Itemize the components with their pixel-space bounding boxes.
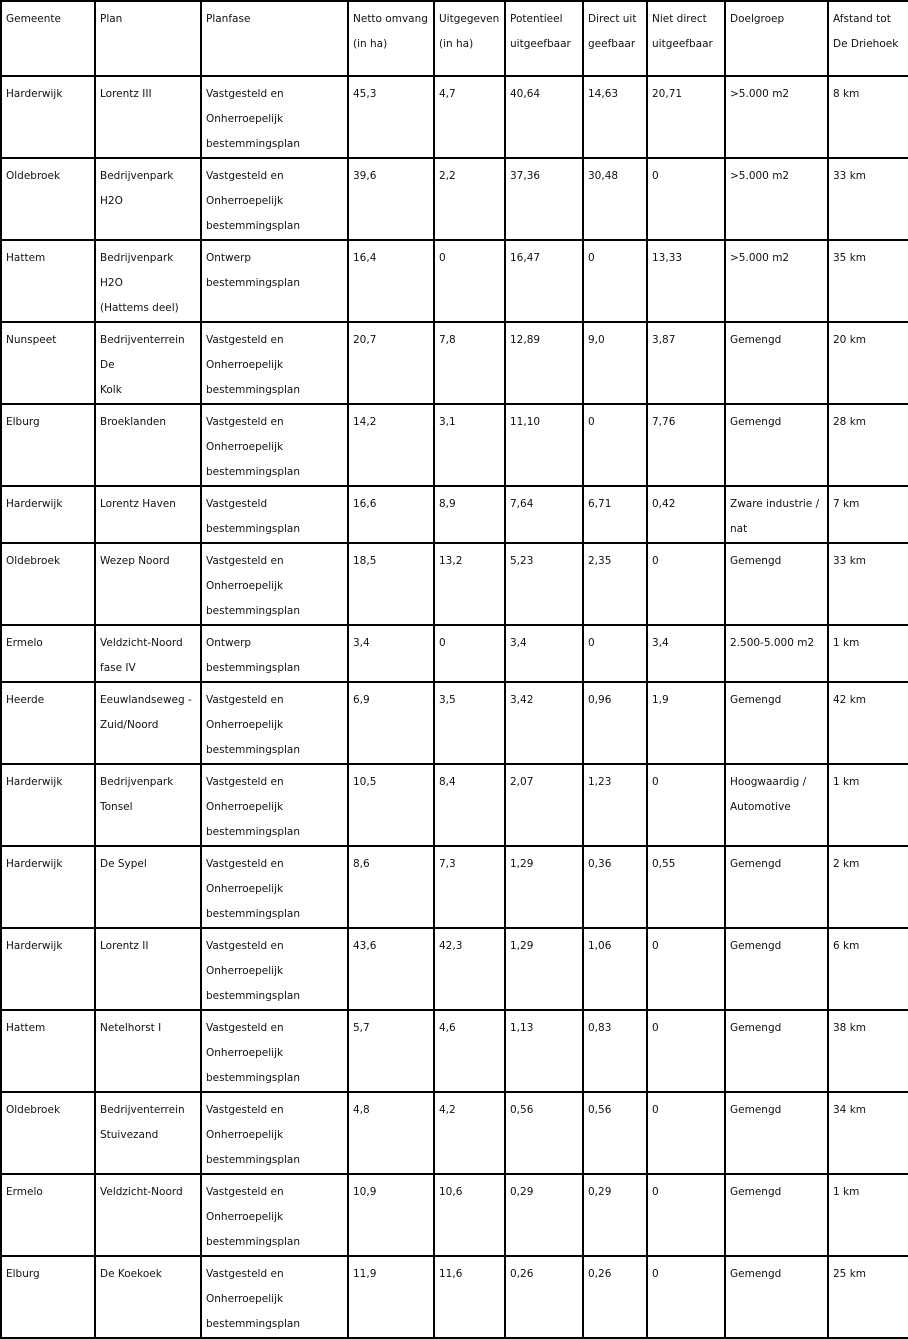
- cell-gemeente: Harderwijk: [1, 928, 95, 1010]
- cell-netto-omvang: 11,9: [348, 1256, 434, 1338]
- table-row: [1, 240, 908, 322]
- cell-planfase: Vastgesteld en Onherroepelijk bestemmingsplan: [201, 158, 348, 240]
- table-row: [1, 76, 908, 158]
- cell-potentieel-uitgeefbaar: 7,64: [505, 486, 583, 543]
- cell-plan: Lorentz III: [95, 76, 201, 158]
- cell-gemeente: Harderwijk: [1, 76, 95, 158]
- cell-niet-direct-uitgeefbaar: 0: [647, 158, 725, 240]
- cell-plan: Lorentz Haven: [95, 486, 201, 543]
- cell-direct-uitgeefbaar: 0,96: [583, 682, 647, 764]
- cell-direct-uitgeefbaar: 14,63: [583, 76, 647, 158]
- table-row: [1, 764, 908, 846]
- cell-netto-omvang: 6,9: [348, 682, 434, 764]
- table-row: [1, 543, 908, 625]
- cell-plan: Bedrijventerrein Stuivezand: [95, 1092, 201, 1174]
- cell-planfase: Vastgesteld en Onherroepelijk bestemmingsplan: [201, 1174, 348, 1256]
- cell-niet-direct-uitgeefbaar: 20,71: [647, 76, 725, 158]
- cell-niet-direct-uitgeefbaar: 0: [647, 1092, 725, 1174]
- cell-potentieel-uitgeefbaar: 12,89: [505, 322, 583, 404]
- cell-doelgroep: Zware industrie / nat: [725, 486, 828, 543]
- cell-netto-omvang: 39,6: [348, 158, 434, 240]
- cell-plan: De Koekoek: [95, 1256, 201, 1338]
- cell-uitgegeven: 4,7: [434, 76, 505, 158]
- cell-gemeente: Heerde: [1, 682, 95, 764]
- cell-planfase: Vastgesteld en Onherroepelijk bestemmingsplan: [201, 846, 348, 928]
- cell-afstand: 42 km: [828, 682, 908, 764]
- cell-afstand: 34 km: [828, 1092, 908, 1174]
- cell-potentieel-uitgeefbaar: 1,29: [505, 928, 583, 1010]
- cell-planfase: Vastgesteld en Onherroepelijk bestemmingsplan: [201, 682, 348, 764]
- cell-niet-direct-uitgeefbaar: 0: [647, 1256, 725, 1338]
- cell-planfase: Vastgesteld en Onherroepelijk bestemmingsplan: [201, 322, 348, 404]
- header-uitgegeven: Uitgegeven (in ha): [434, 1, 505, 76]
- cell-plan: Lorentz II: [95, 928, 201, 1010]
- cell-uitgegeven: 8,4: [434, 764, 505, 846]
- cell-direct-uitgeefbaar: 0: [583, 625, 647, 682]
- table-body: [1, 76, 908, 1338]
- cell-doelgroep: >5.000 m2: [725, 76, 828, 158]
- cell-netto-omvang: 18,5: [348, 543, 434, 625]
- cell-planfase: Vastgesteld en Onherroepelijk bestemmingsplan: [201, 1256, 348, 1338]
- cell-direct-uitgeefbaar: 0: [583, 404, 647, 486]
- cell-uitgegeven: 4,2: [434, 1092, 505, 1174]
- cell-direct-uitgeefbaar: 0,83: [583, 1010, 647, 1092]
- header-gemeente: Gemeente: [1, 1, 95, 76]
- cell-netto-omvang: 4,8: [348, 1092, 434, 1174]
- cell-niet-direct-uitgeefbaar: 0: [647, 543, 725, 625]
- cell-planfase: Ontwerp bestemmingsplan: [201, 625, 348, 682]
- table-row: [1, 158, 908, 240]
- cell-potentieel-uitgeefbaar: 3,4: [505, 625, 583, 682]
- cell-gemeente: Elburg: [1, 404, 95, 486]
- cell-planfase: Vastgesteld en Onherroepelijk bestemmingsplan: [201, 1092, 348, 1174]
- cell-uitgegeven: 0: [434, 240, 505, 322]
- cell-potentieel-uitgeefbaar: 37,36: [505, 158, 583, 240]
- header-netto-omvang: Netto omvang (in ha): [348, 1, 434, 76]
- table-row: [1, 1174, 908, 1256]
- cell-plan: De Sypel: [95, 846, 201, 928]
- cell-netto-omvang: 5,7: [348, 1010, 434, 1092]
- cell-plan: Bedrijvenpark H2O (Hattems deel): [95, 240, 201, 322]
- cell-afstand: 7 km: [828, 486, 908, 543]
- cell-plan: Wezep Noord: [95, 543, 201, 625]
- cell-netto-omvang: 8,6: [348, 846, 434, 928]
- cell-netto-omvang: 10,5: [348, 764, 434, 846]
- cell-niet-direct-uitgeefbaar: 0: [647, 764, 725, 846]
- cell-potentieel-uitgeefbaar: 1,13: [505, 1010, 583, 1092]
- cell-uitgegeven: 3,1: [434, 404, 505, 486]
- cell-afstand: 33 km: [828, 158, 908, 240]
- cell-plan: Bedrijvenpark Tonsel: [95, 764, 201, 846]
- cell-doelgroep: Gemengd: [725, 1010, 828, 1092]
- cell-netto-omvang: 16,6: [348, 486, 434, 543]
- cell-direct-uitgeefbaar: 1,06: [583, 928, 647, 1010]
- cell-direct-uitgeefbaar: 30,48: [583, 158, 647, 240]
- cell-direct-uitgeefbaar: 0,56: [583, 1092, 647, 1174]
- cell-niet-direct-uitgeefbaar: 0: [647, 1174, 725, 1256]
- cell-niet-direct-uitgeefbaar: 13,33: [647, 240, 725, 322]
- cell-afstand: 35 km: [828, 240, 908, 322]
- header-potentieel-uitgeefbaar: Potentieel uitgeefbaar: [505, 1, 583, 76]
- cell-netto-omvang: 10,9: [348, 1174, 434, 1256]
- cell-gemeente: Oldebroek: [1, 158, 95, 240]
- cell-uitgegeven: 11,6: [434, 1256, 505, 1338]
- cell-doelgroep: Gemengd: [725, 404, 828, 486]
- cell-planfase: Vastgesteld bestemmingsplan: [201, 486, 348, 543]
- cell-doelgroep: Gemengd: [725, 846, 828, 928]
- cell-direct-uitgeefbaar: 0,26: [583, 1256, 647, 1338]
- table-row: [1, 625, 908, 682]
- cell-potentieel-uitgeefbaar: 1,29: [505, 846, 583, 928]
- cell-direct-uitgeefbaar: 0: [583, 240, 647, 322]
- cell-afstand: 20 km: [828, 322, 908, 404]
- cell-gemeente: Harderwijk: [1, 486, 95, 543]
- cell-gemeente: Hattem: [1, 240, 95, 322]
- cell-niet-direct-uitgeefbaar: 1,9: [647, 682, 725, 764]
- cell-uitgegeven: 4,6: [434, 1010, 505, 1092]
- header-niet-direct-uitgeefbaar: Niet direct uitgeefbaar: [647, 1, 725, 76]
- cell-planfase: Ontwerp bestemmingsplan: [201, 240, 348, 322]
- cell-niet-direct-uitgeefbaar: 0,55: [647, 846, 725, 928]
- cell-afstand: 38 km: [828, 1010, 908, 1092]
- cell-planfase: Vastgesteld en Onherroepelijk bestemmingsplan: [201, 404, 348, 486]
- cell-uitgegeven: 42,3: [434, 928, 505, 1010]
- header-doelgroep: Doelgroep: [725, 1, 828, 76]
- cell-plan: Veldzicht-Noord: [95, 1174, 201, 1256]
- cell-potentieel-uitgeefbaar: 40,64: [505, 76, 583, 158]
- cell-plan: Broeklanden: [95, 404, 201, 486]
- cell-gemeente: Hattem: [1, 1010, 95, 1092]
- cell-gemeente: Harderwijk: [1, 764, 95, 846]
- cell-afstand: 6 km: [828, 928, 908, 1010]
- cell-plan: Bedrijvenpark H2O: [95, 158, 201, 240]
- cell-niet-direct-uitgeefbaar: 0,42: [647, 486, 725, 543]
- cell-uitgegeven: 7,3: [434, 846, 505, 928]
- cell-niet-direct-uitgeefbaar: 0: [647, 1010, 725, 1092]
- cell-doelgroep: Gemengd: [725, 543, 828, 625]
- cell-uitgegeven: 2,2: [434, 158, 505, 240]
- cell-plan: Eeuwlandseweg - Zuid/Noord: [95, 682, 201, 764]
- table-row: [1, 928, 908, 1010]
- cell-doelgroep: >5.000 m2: [725, 158, 828, 240]
- cell-gemeente: Ermelo: [1, 625, 95, 682]
- cell-doelgroep: Gemengd: [725, 1256, 828, 1338]
- cell-gemeente: Elburg: [1, 1256, 95, 1338]
- cell-potentieel-uitgeefbaar: 11,10: [505, 404, 583, 486]
- cell-direct-uitgeefbaar: 0,36: [583, 846, 647, 928]
- cell-afstand: 28 km: [828, 404, 908, 486]
- table-row: [1, 682, 908, 764]
- cell-doelgroep: Gemengd: [725, 1174, 828, 1256]
- cell-uitgegeven: 7,8: [434, 322, 505, 404]
- cell-plan: Veldzicht-Noord fase IV: [95, 625, 201, 682]
- cell-gemeente: Nunspeet: [1, 322, 95, 404]
- table-header-row: [1, 1, 908, 76]
- table-row: [1, 1256, 908, 1338]
- cell-doelgroep: Gemengd: [725, 682, 828, 764]
- cell-planfase: Vastgesteld en Onherroepelijk bestemmingsplan: [201, 1010, 348, 1092]
- cell-afstand: 8 km: [828, 76, 908, 158]
- cell-doelgroep: >5.000 m2: [725, 240, 828, 322]
- cell-uitgegeven: 10,6: [434, 1174, 505, 1256]
- cell-uitgegeven: 13,2: [434, 543, 505, 625]
- cell-direct-uitgeefbaar: 2,35: [583, 543, 647, 625]
- cell-potentieel-uitgeefbaar: 2,07: [505, 764, 583, 846]
- cell-doelgroep: Gemengd: [725, 928, 828, 1010]
- cell-afstand: 2 km: [828, 846, 908, 928]
- cell-afstand: 1 km: [828, 1174, 908, 1256]
- cell-planfase: Vastgesteld en Onherroepelijk bestemmingsplan: [201, 543, 348, 625]
- cell-doelgroep: Hoogwaardig / Automotive: [725, 764, 828, 846]
- cell-potentieel-uitgeefbaar: 0,29: [505, 1174, 583, 1256]
- cell-gemeente: Ermelo: [1, 1174, 95, 1256]
- table-row: [1, 1092, 908, 1174]
- table-row: [1, 1010, 908, 1092]
- table-row: [1, 846, 908, 928]
- cell-afstand: 25 km: [828, 1256, 908, 1338]
- table-row: [1, 322, 908, 404]
- cell-netto-omvang: 3,4: [348, 625, 434, 682]
- table-row: [1, 486, 908, 543]
- cell-doelgroep: Gemengd: [725, 1092, 828, 1174]
- cell-potentieel-uitgeefbaar: 16,47: [505, 240, 583, 322]
- cell-niet-direct-uitgeefbaar: 0: [647, 928, 725, 1010]
- cell-uitgegeven: 8,9: [434, 486, 505, 543]
- cell-direct-uitgeefbaar: 1,23: [583, 764, 647, 846]
- cell-niet-direct-uitgeefbaar: 3,4: [647, 625, 725, 682]
- cell-uitgegeven: 3,5: [434, 682, 505, 764]
- cell-plan: Netelhorst I: [95, 1010, 201, 1092]
- header-plan: Plan: [95, 1, 201, 76]
- cell-potentieel-uitgeefbaar: 5,23: [505, 543, 583, 625]
- cell-plan: Bedrijventerrein De Kolk: [95, 322, 201, 404]
- cell-afstand: 1 km: [828, 764, 908, 846]
- cell-afstand: 1 km: [828, 625, 908, 682]
- cell-potentieel-uitgeefbaar: 0,56: [505, 1092, 583, 1174]
- cell-planfase: Vastgesteld en Onherroepelijk bestemmingsplan: [201, 764, 348, 846]
- cell-direct-uitgeefbaar: 6,71: [583, 486, 647, 543]
- cell-netto-omvang: 45,3: [348, 76, 434, 158]
- header-direct-uitgeefbaar: Direct uitgeefbaar: [583, 1, 647, 76]
- cell-gemeente: Harderwijk: [1, 846, 95, 928]
- cell-direct-uitgeefbaar: 0,29: [583, 1174, 647, 1256]
- cell-doelgroep: Gemengd: [725, 322, 828, 404]
- cell-netto-omvang: 14,2: [348, 404, 434, 486]
- cell-niet-direct-uitgeefbaar: 7,76: [647, 404, 725, 486]
- table-row: [1, 404, 908, 486]
- header-planfase: Planfase: [201, 1, 348, 76]
- cell-afstand: 33 km: [828, 543, 908, 625]
- cell-direct-uitgeefbaar: 9,0: [583, 322, 647, 404]
- cell-niet-direct-uitgeefbaar: 3,87: [647, 322, 725, 404]
- cell-potentieel-uitgeefbaar: 3,42: [505, 682, 583, 764]
- cell-gemeente: Oldebroek: [1, 543, 95, 625]
- cell-netto-omvang: 43,6: [348, 928, 434, 1010]
- cell-planfase: Vastgesteld en Onherroepelijk bestemmingsplan: [201, 76, 348, 158]
- cell-gemeente: Oldebroek: [1, 1092, 95, 1174]
- cell-potentieel-uitgeefbaar: 0,26: [505, 1256, 583, 1338]
- cell-uitgegeven: 0: [434, 625, 505, 682]
- cell-netto-omvang: 20,7: [348, 322, 434, 404]
- cell-doelgroep: 2.500-5.000 m2: [725, 625, 828, 682]
- header-afstand: Afstand tot De Driehoek: [828, 1, 908, 76]
- cell-netto-omvang: 16,4: [348, 240, 434, 322]
- cell-planfase: Vastgesteld en Onherroepelijk bestemmingsplan: [201, 928, 348, 1010]
